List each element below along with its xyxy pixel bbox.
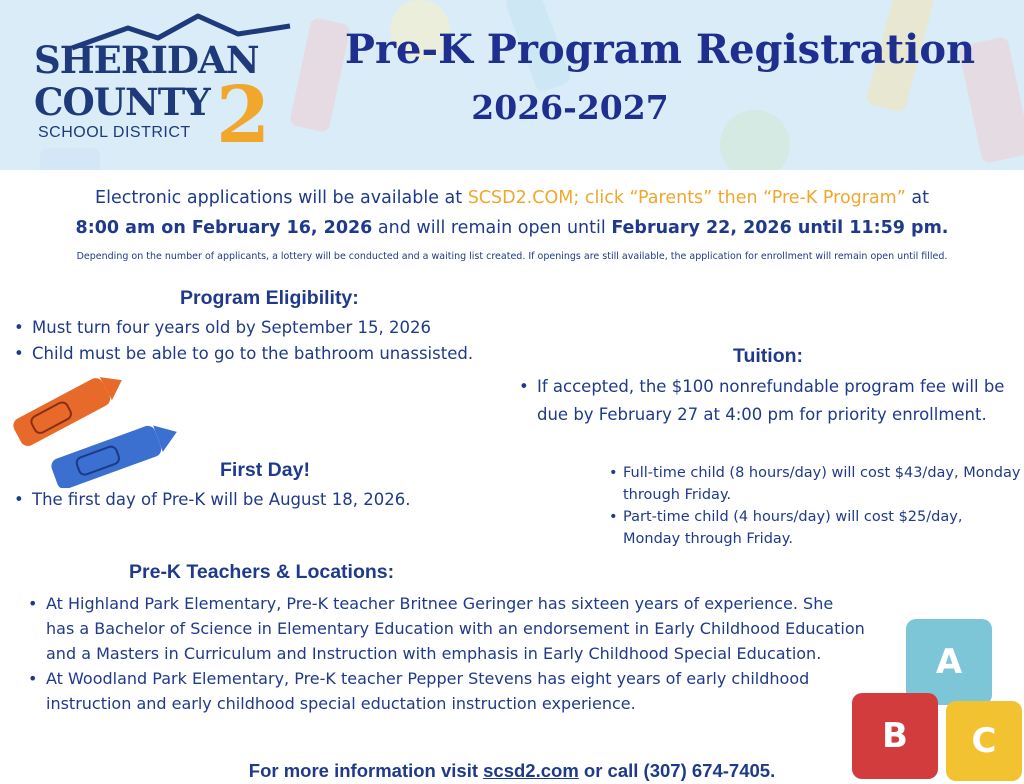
footer-prefix: For more information visit <box>248 760 484 781</box>
page-title: Pre-K Program Registration <box>344 26 976 73</box>
tuition-heading: Tuition: <box>733 345 804 367</box>
list-item: • Child must be able to go to the bathroom unassisted. <box>12 341 572 367</box>
first-day-heading: First Day! <box>220 459 310 481</box>
footer-suffix: or call (307) 674-7405. <box>578 760 776 781</box>
list-item: • At Highland Park Elementary, Pre-K teacher Britnee Geringer has sixteen years of experience. She has a Bachelor of Science in Elementary Education with an endorsement in Early Childhood Education and a Masters in Curriculum and Instruction with emphasis in Early Childhood Special Education. <box>26 591 866 666</box>
list-item: • Must turn four years old by September 15, 2026 <box>12 315 572 341</box>
eligibility-list <box>12 315 572 367</box>
intro-text-2: at <box>905 188 929 208</box>
block-a: A <box>906 619 992 705</box>
district-logo <box>30 8 275 161</box>
intro-website-link[interactable]: SCSD2.COM; click “Parents” then “Pre-K Program” <box>467 188 906 208</box>
intro-text <box>0 183 1024 243</box>
tuition-sub-list <box>607 462 1023 550</box>
list-item: • Part-time child (4 hours/day) will cost $25/day, Monday through Friday. <box>607 506 1023 550</box>
teachers-heading: Pre-K Teachers & Locations: <box>129 561 395 583</box>
intro-open-date: 8:00 am on February 16, 2026 <box>75 218 373 238</box>
crayon-decoration <box>40 148 100 170</box>
intro-close-date: February 22, 2026 until 11:59 pm. <box>611 218 949 238</box>
first-day-list <box>12 487 512 513</box>
logo-line-3: SCHOOL DISTRICT <box>38 124 191 141</box>
intro-text-1: Electronic applications will be available at <box>95 188 468 208</box>
block-c: C <box>946 701 1022 781</box>
footer-website-link[interactable]: scsd2.com <box>483 760 579 781</box>
logo-line-1: SHERIDAN <box>34 38 259 82</box>
logo-line-2: COUNTY <box>34 80 210 124</box>
intro-text-3: and will remain open until <box>372 218 612 238</box>
list-item: • At Woodland Park Elementary, Pre-K teacher Pepper Stevens has eight years of early childhood instruction and early childhood special eductation instruction experience. <box>26 666 866 716</box>
list-item: • If accepted, the $100 nonrefundable program fee will be due by February 27 at 4:00 pm for priority enrollment. <box>517 373 1017 429</box>
eligibility-heading: Program Eligibility: <box>180 287 359 309</box>
tuition-list <box>517 373 1017 429</box>
teachers-list <box>26 591 866 716</box>
block-b: B <box>852 693 938 779</box>
crayons-icon <box>0 368 190 488</box>
page-subtitle-year: 2026-2027 <box>471 88 669 127</box>
list-item: • Full-time child (8 hours/day) will cost $43/day, Monday through Friday. <box>607 462 1023 506</box>
lottery-note: Depending on the number of applicants, a lottery will be conducted and a waiting list created. If openings are still available, the application for enrollment will remain open until filled. <box>76 251 948 262</box>
list-item: • The first day of Pre-K will be August 18, 2026. <box>12 487 512 513</box>
logo-number: 2 <box>216 70 271 161</box>
contact-footer <box>0 760 1024 782</box>
header-banner <box>0 0 1024 170</box>
